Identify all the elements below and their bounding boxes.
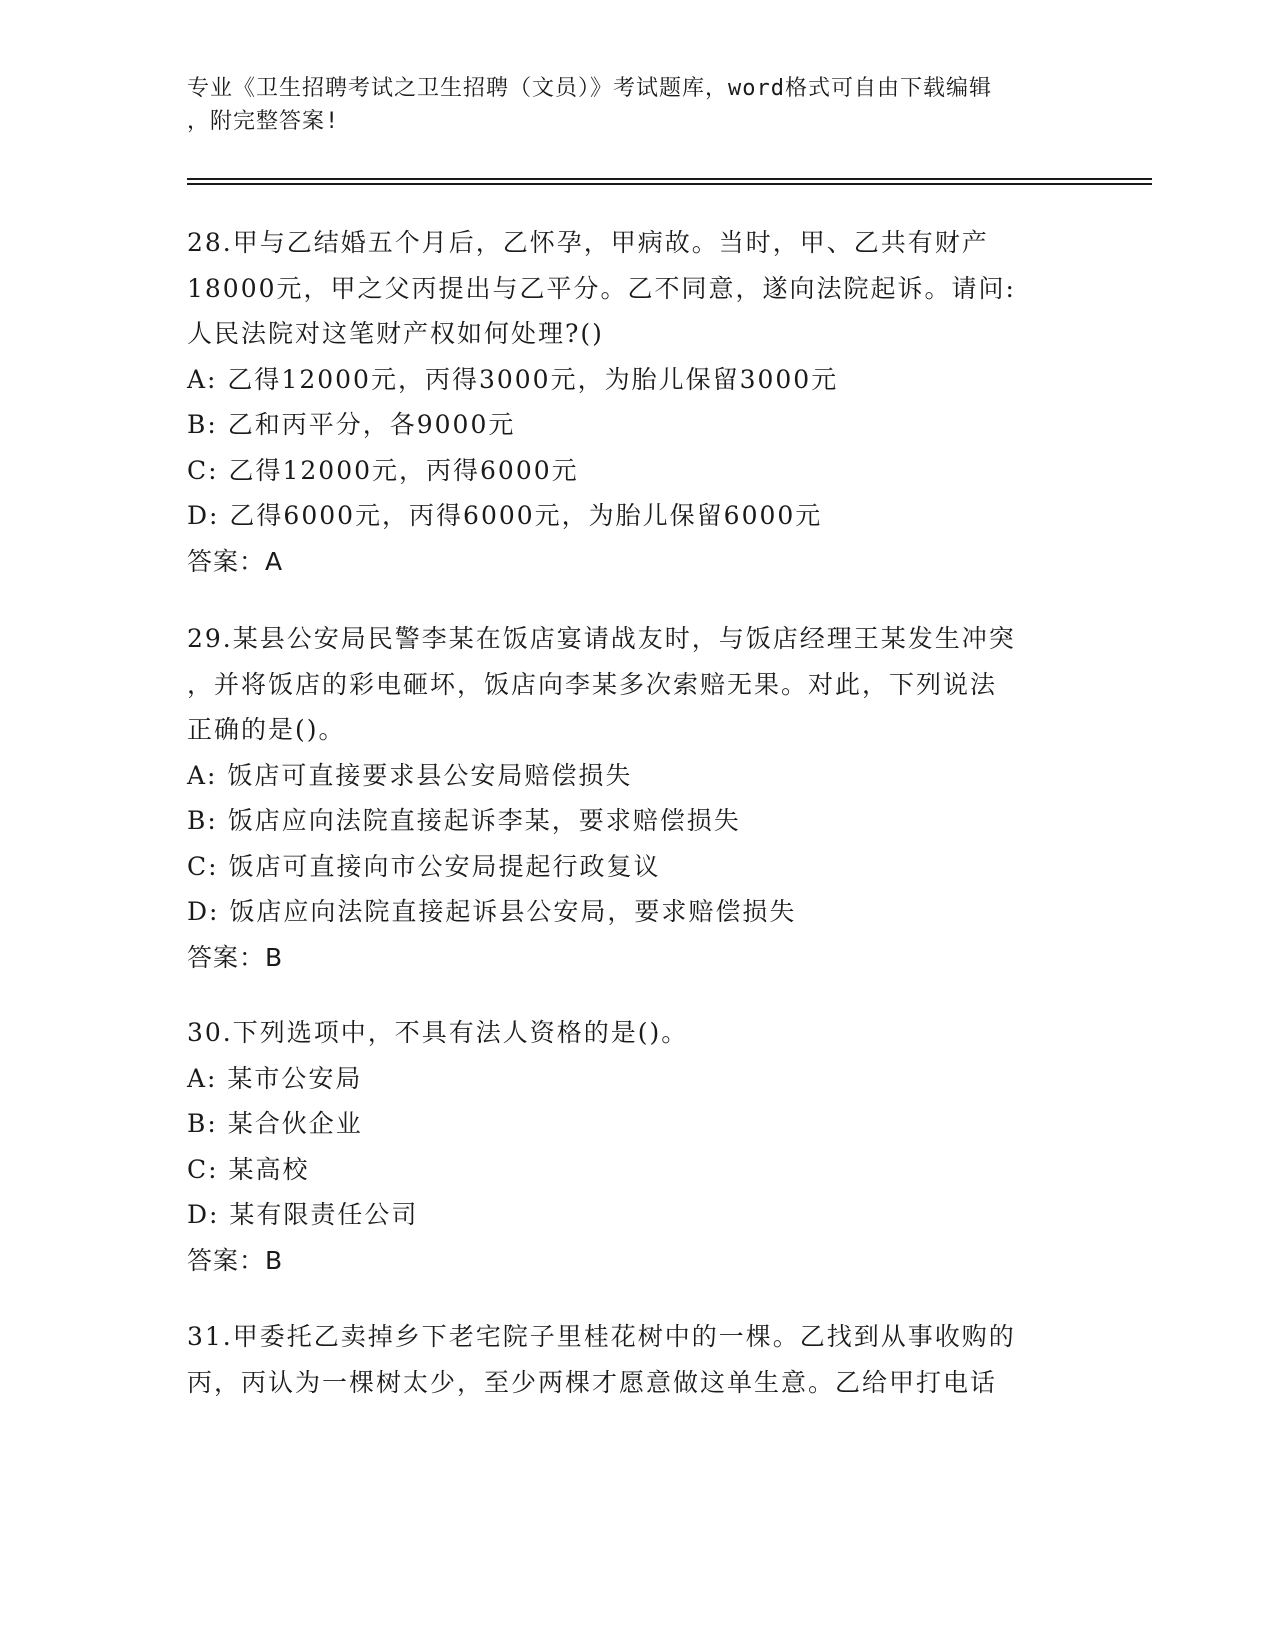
option-d: D: 饭店应向法院直接起诉县公安局，要求赔偿损失 <box>187 897 797 926</box>
header-line-1: 专业《卫生招聘考试之卫生招聘（文员）》考试题库，word格式可自由下载编辑 <box>187 76 992 101</box>
question-stem <box>187 220 1087 357</box>
question-stem-line: 正确的是()。 <box>187 715 346 744</box>
option-c: C: 饭店可直接向市公安局提起行政复议 <box>187 851 661 881</box>
question-30 <box>187 1010 1087 1283</box>
option-a: A: 某市公安局 <box>187 1063 363 1093</box>
question-stem-line: 31.甲委托乙卖掉乡下老宅院子里桂花树中的一棵。乙找到从事收购的 <box>187 1322 1016 1351</box>
option-c: C: 乙得12000元，丙得6000元 <box>187 455 579 485</box>
question-stem <box>187 616 1087 753</box>
question-29 <box>187 616 1087 980</box>
option-c: C: 某高校 <box>187 1154 310 1184</box>
question-stem-line: 丙，丙认为一棵树太少，至少两棵才愿意做这单生意。乙给甲打电话 <box>187 1367 998 1397</box>
question-stem-line: 28.甲与乙结婚五个月后，乙怀孕，甲病故。当时，甲、乙共有财产 <box>187 228 989 257</box>
question-stem-line: 30.下列选项中，不具有法人资格的是()。 <box>187 1018 689 1047</box>
answer-label: 答案：A <box>187 546 284 576</box>
question-28 <box>187 220 1087 584</box>
option-b: B: 某合伙企业 <box>187 1109 363 1138</box>
header-divider-bottom <box>187 183 1152 185</box>
question-stem <box>187 1314 1087 1405</box>
option-d: D: 乙得6000元，丙得6000元，为胎儿保留6000元 <box>187 501 823 530</box>
question-stem-line: 29.某县公安局民警李某在饭店宴请战友时，与饭店经理王某发生冲突 <box>187 624 1016 653</box>
answer-label: 答案：B <box>187 1245 284 1275</box>
option-d: D: 某有限责任公司 <box>187 1200 419 1229</box>
question-stem-line: 人民法院对这笔财产权如何处理?() <box>187 319 604 348</box>
header-divider-top <box>187 178 1152 180</box>
header-line-2: ，附完整答案! <box>187 109 340 134</box>
question-stem <box>187 1010 1087 1056</box>
document-header <box>187 72 1087 138</box>
option-a: A: 饭店可直接要求县公安局赔偿损失 <box>187 760 633 790</box>
option-b: B: 乙和丙平分，各9000元 <box>187 410 516 439</box>
question-stem-line: ，并将饭店的彩电砸坏，饭店向李某多次索赔无果。对此，下列说法 <box>187 669 998 699</box>
answer-label: 答案：B <box>187 942 284 972</box>
question-stem-line: 18000元，甲之父丙提出与乙平分。乙不同意，遂向法院起诉。请问: <box>187 273 1016 303</box>
question-31 <box>187 1314 1087 1405</box>
option-a: A: 乙得12000元，丙得3000元，为胎儿保留3000元 <box>187 364 839 394</box>
option-b: B: 饭店应向法院直接起诉李某，要求赔偿损失 <box>187 806 741 835</box>
